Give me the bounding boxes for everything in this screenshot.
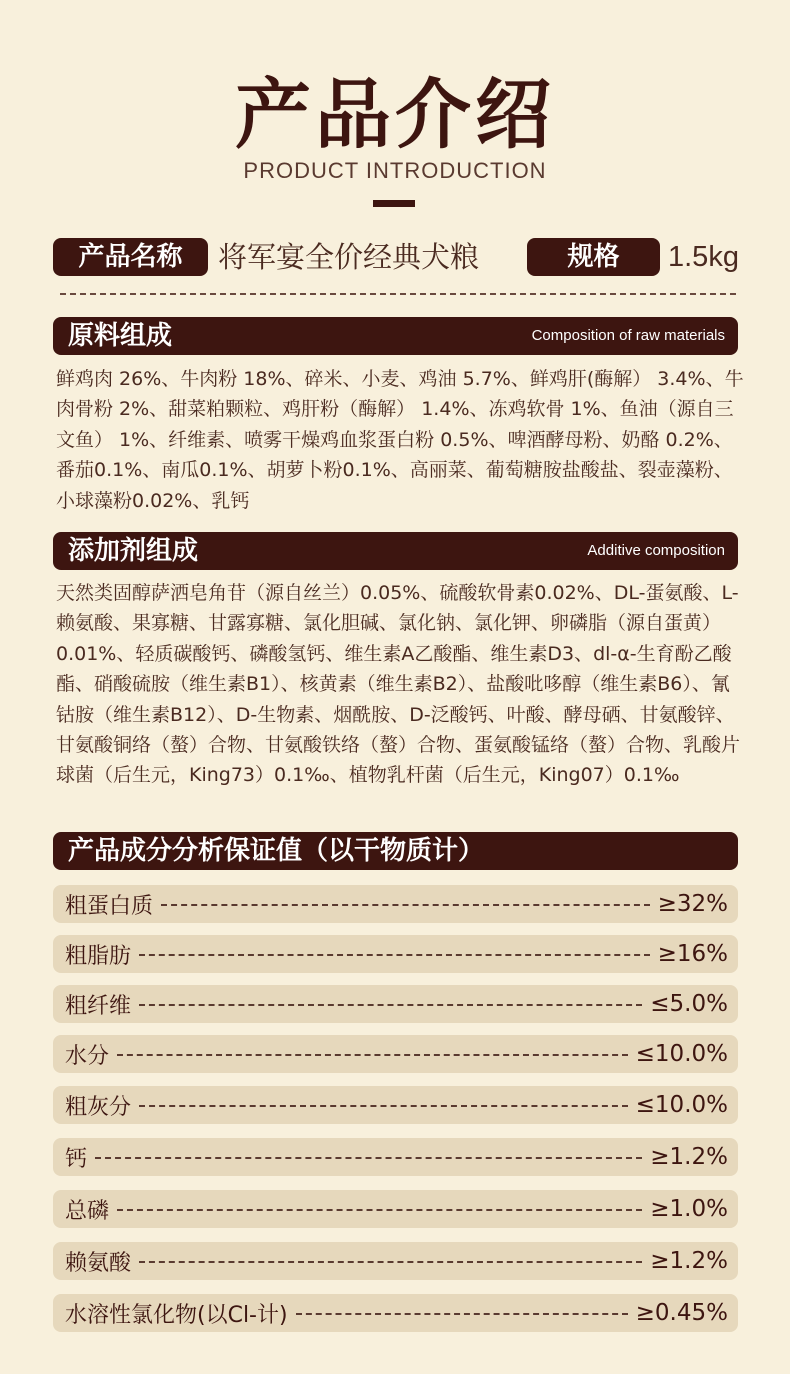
analysis-row-label: 总磷 (65, 1198, 110, 1224)
analysis-row-value: ≤10.0% (635, 1092, 728, 1118)
analysis-row-protein (53, 885, 738, 923)
additives-header (53, 532, 738, 570)
raw-materials-title: 原料组成 (68, 321, 173, 351)
analysis-row-chloride (53, 1294, 738, 1332)
analysis-row-label: 钙 (65, 1146, 88, 1172)
analysis-row-value: ≥32% (657, 891, 728, 917)
analysis-row-fat (53, 935, 738, 973)
analysis-row-label: 水溶性氯化物(以Cl-计) (65, 1302, 288, 1328)
row-dash-leader (161, 904, 650, 906)
analysis-row-label: 粗脂肪 (65, 943, 132, 969)
row-dash-leader (139, 1261, 642, 1263)
row-dash-leader (139, 1105, 628, 1107)
analysis-row-value: ≥16% (657, 941, 728, 967)
analysis-row-value: ≤5.0% (650, 991, 728, 1017)
analysis-row-value: ≤10.0% (635, 1041, 728, 1067)
product-name-label: 产品名称 (53, 238, 208, 276)
row-dash-leader (95, 1157, 642, 1159)
analysis-row-value: ≥1.2% (650, 1248, 728, 1274)
row-dash-leader (139, 1004, 642, 1006)
analysis-row-label: 水分 (65, 1043, 110, 1069)
analysis-row-label: 粗灰分 (65, 1094, 132, 1120)
analysis-row-label: 赖氨酸 (65, 1250, 132, 1276)
product-name-value: 将军宴全价经典犬粮 (218, 240, 480, 274)
additives-text: 天然类固醇萨洒皂角苷（源自丝兰）0.05%、硫酸软骨素0.02%、DL-蛋氨酸、L-赖氨酸、果寡糖、甘露寡糖、氯化胆碱、氯化钠、氯化钾、卵磷脂（源自蛋黄）0.01%、轻质碳酸钙、磷酸氢钙、维生素A乙酸酯、维生素D3、dl-α-生育酚乙酸酯、硝酸硫胺（维生素B1）、核黄素（维生素B2）、盐酸吡哆醇（维生素B6）、氰钴胺（维生素B12）、D-生物素、烟酰胺、D-泛酸钙、叶酸、酵母硒、甘氨酸锌、甘氨酸铜络（螯）合物、甘氨酸铁络（螯）合物、蛋氨酸锰络（螯）合物、乳酸片球菌（后生元，King73）0.1‰、植物乳杆菌（后生元，King07）0.1‰ (56, 582, 741, 787)
row-dash-leader (139, 954, 650, 956)
page-title: 产品介绍 (235, 70, 555, 159)
title-divider (373, 200, 415, 207)
row-dash-leader (296, 1313, 628, 1315)
page-subtitle: PRODUCT INTRODUCTION (243, 158, 547, 183)
analysis-row-lysine (53, 1242, 738, 1280)
row-dash-leader (117, 1209, 642, 1211)
analysis-row-value: ≥1.2% (650, 1144, 728, 1170)
spec-label: 规格 (527, 238, 660, 276)
analysis-header (53, 832, 738, 870)
raw-materials-title-en: Composition of raw materials (531, 327, 725, 344)
additives-title: 添加剂组成 (68, 536, 199, 566)
raw-materials-text: 鲜鸡肉 26%、牛肉粉 18%、碎米、小麦、鸡油 5.7%、鲜鸡肝(酶解） 3.4%、牛肉骨粉 2%、甜菜粕颗粒、鸡肝粉（酶解） 1.4%、冻鸡软骨 1%、鱼油（源自三文鱼） 1%、纤维素、喷雾干燥鸡血浆蛋白粉 0.5%、啤酒酵母粉、奶酪 0.2%、番茄0.1%、南瓜0.1%、胡萝卜粉0.1%、高丽菜、葡萄糖胺盐酸盐、裂壶藻粉、小球藻粉0.02%、乳钙 (56, 368, 744, 512)
analysis-row-label: 粗纤维 (65, 993, 132, 1019)
analysis-row-calcium (53, 1138, 738, 1176)
row-dash-leader (117, 1054, 628, 1056)
analysis-row-phosphorus (53, 1190, 738, 1228)
analysis-row-value: ≥1.0% (650, 1196, 728, 1222)
raw-materials-header (53, 317, 738, 355)
analysis-row-moisture (53, 1035, 738, 1073)
analysis-row-fiber (53, 985, 738, 1023)
analysis-row-label: 粗蛋白质 (65, 893, 154, 919)
analysis-title: 产品成分分析保证值（以干物质计） (68, 836, 485, 866)
analysis-row-value: ≥0.45% (635, 1300, 728, 1326)
dashed-divider (60, 293, 736, 295)
spec-value: 1.5kg (668, 241, 739, 273)
additives-title-en: Additive composition (587, 542, 725, 559)
analysis-row-ash (53, 1086, 738, 1124)
